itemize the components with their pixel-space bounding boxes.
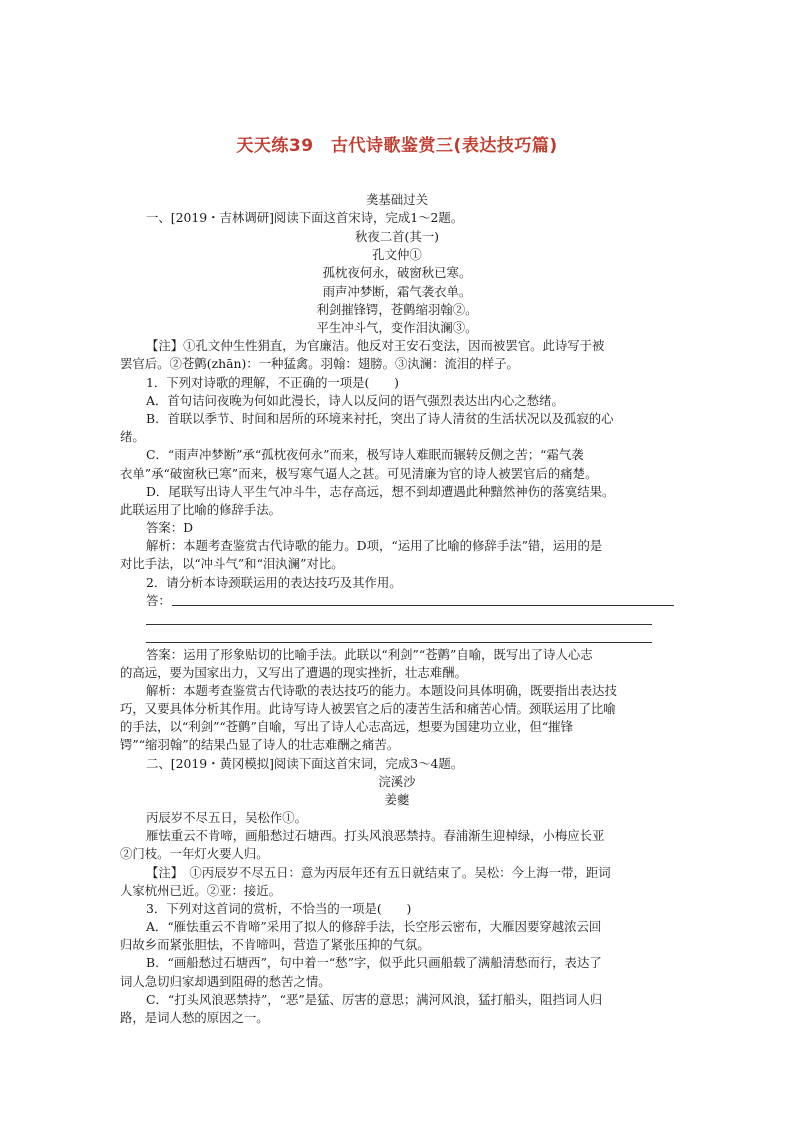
option-line: D．尾联写出诗人平生气冲斗牛，志存高远，想不到却遭遇此种黯然神伤的落寞结果。 — [146, 484, 615, 499]
poem-line: ②门枝。一年灯火要人归。 — [120, 846, 269, 861]
text-line: 一、[2019・吉林调研]阅读下面这首宋诗，完成1～2题。 — [146, 210, 464, 225]
question-line: 3．下列对这首词的赏析，不恰当的一项是( ) — [146, 901, 412, 916]
answer-blank-line[interactable] — [146, 642, 652, 643]
analysis-line: 对比手法，以“冲斗气”和“泪汍澜”对比。 — [120, 556, 344, 571]
option-line: 词人急切归家却遇到阻碍的愁苦之情。 — [120, 974, 331, 989]
note-line: 罢官后。②苍鹯(zhān)：一种猛禽。羽翰：翅膀。③汍澜：流泪的样子。 — [120, 356, 519, 371]
poem-line: 平生冲斗气，变作泪汍澜③。 — [316, 320, 478, 335]
text-line: 二、[2019・黄冈模拟]阅读下面这首宋词，完成3～4题。 — [146, 756, 464, 771]
page-title: 天天练39 古代诗歌鉴赏三(表达技巧篇) — [236, 136, 558, 156]
answer-line: 的高远，要为国家出力，又写出了遭遇的现实挫折，壮志难酬。 — [120, 665, 467, 680]
poem-line: 利剑摧锋锷，苍鹯缩羽翰②。 — [316, 302, 478, 317]
note-line: 人家杭州已近。②亚：接近。 — [120, 883, 282, 898]
poem-preface: 丙辰岁不尽五日，吴松作①。 — [146, 810, 308, 825]
analysis-line: 解析：本题考查鉴赏古代诗歌的能力。D项，“运用了比喻的修辞手法”错，运用的是 — [146, 538, 603, 553]
option-line: C．“雨声冲梦断”承“孤枕夜何永”而来，极写诗人难眠而辗转反侧之苦；“霜气袭 — [146, 447, 584, 462]
poem-author: 姜夔 — [384, 792, 410, 807]
option-line: 衣单”承“破窗秋已寒”而来，极写寒气逼人之甚。可见清廉为官的诗人被罢官后的痛楚。 — [120, 466, 598, 481]
poem-title: 浣溪沙 — [378, 774, 416, 789]
poem-line: 孤枕夜何永，破窗秋已寒。 — [322, 265, 472, 280]
section-heading: 䶮基础过关 — [366, 192, 428, 207]
option-line: B．“画船愁过石塘西”，句中着一“愁”字，似乎此只画船载了满船清愁而行，表达了 — [146, 955, 602, 970]
answer-blank-line[interactable] — [146, 624, 652, 625]
answer-line: 答案：D — [146, 520, 194, 535]
answer-line: 答案：运用了形象贴切的比喻手法。此联以“利剑”“苍鹯”自喻，既写出了诗人心志 — [146, 647, 593, 662]
analysis-line: 的手法，以“利剑”“苍鹯”自喻，写出了诗人心志高远，想要为国建功立业，但“摧锋 — [120, 719, 573, 734]
analysis-line: 解析：本题考查鉴赏古代诗歌的表达技巧的能力。本题设问具体明确，既要指出表达技 — [146, 683, 617, 698]
option-line: 此联运用了比喻的修辞手法。 — [120, 502, 282, 517]
poem-title: 秋夜二首(其一) — [354, 229, 439, 244]
option-line: 归故乡而紧张胆怯，不肯啼叫，营造了紧张压抑的气氛。 — [120, 937, 430, 952]
option-line: C．“打头风浪恶禁持”，“恶”是猛、厉害的意思；满河风浪，猛打船头，阻挡词人归 — [146, 992, 603, 1007]
question-line: 1．下列对诗歌的理解，不正确的一项是( ) — [146, 375, 399, 390]
option-line: A．首句诘问夜晚为何如此漫长，诗人以反问的语气强烈表达出内心之愁绪。 — [146, 393, 564, 408]
poem-line: 雁怯重云不肯啼，画船愁过石塘西。打头风浪恶禁持。春浦渐生迎棹绿，小梅应长亚 — [146, 828, 605, 843]
note-line: 【注】 ①丙辰岁不尽五日：意为丙辰年还有五日就结束了。吴松：今上海一带，距词 — [146, 865, 611, 880]
answer-blank-line[interactable] — [172, 605, 674, 606]
poem-line: 雨声冲梦断，霜气袭衣单。 — [322, 284, 472, 299]
analysis-line: 巧，又要具体分析其作用。此诗写诗人被罢官之后的凄苦生活和痛苦心情。颈联运用了比喻 — [120, 701, 616, 716]
option-line: A．“雁怯重云不肯啼”采用了拟人的修辞手法，长空彤云密布，大雁因要穿越浓云回 — [146, 919, 602, 934]
option-line: 路，是词人愁的原因之一。 — [120, 1010, 269, 1025]
option-line: 绪。 — [120, 429, 145, 444]
answer-label: 答： — [146, 593, 171, 608]
note-line: 【注】①孔文仲生性狷直，为官廉洁。他反对王安石变法，因而被罢官。此诗写于被 — [146, 338, 605, 353]
option-line: B．首联以季节、时间和居所的环境来衬托，突出了诗人清贫的生活状况以及孤寂的心 — [146, 411, 614, 426]
question-line: 2．请分析本诗颈联运用的表达技巧及其作用。 — [146, 575, 402, 590]
analysis-line: 锷”“缩羽翰”的结果凸显了诗人的壮志难酬之痛苦。 — [120, 737, 400, 752]
poem-author: 孔文仲① — [372, 247, 422, 262]
